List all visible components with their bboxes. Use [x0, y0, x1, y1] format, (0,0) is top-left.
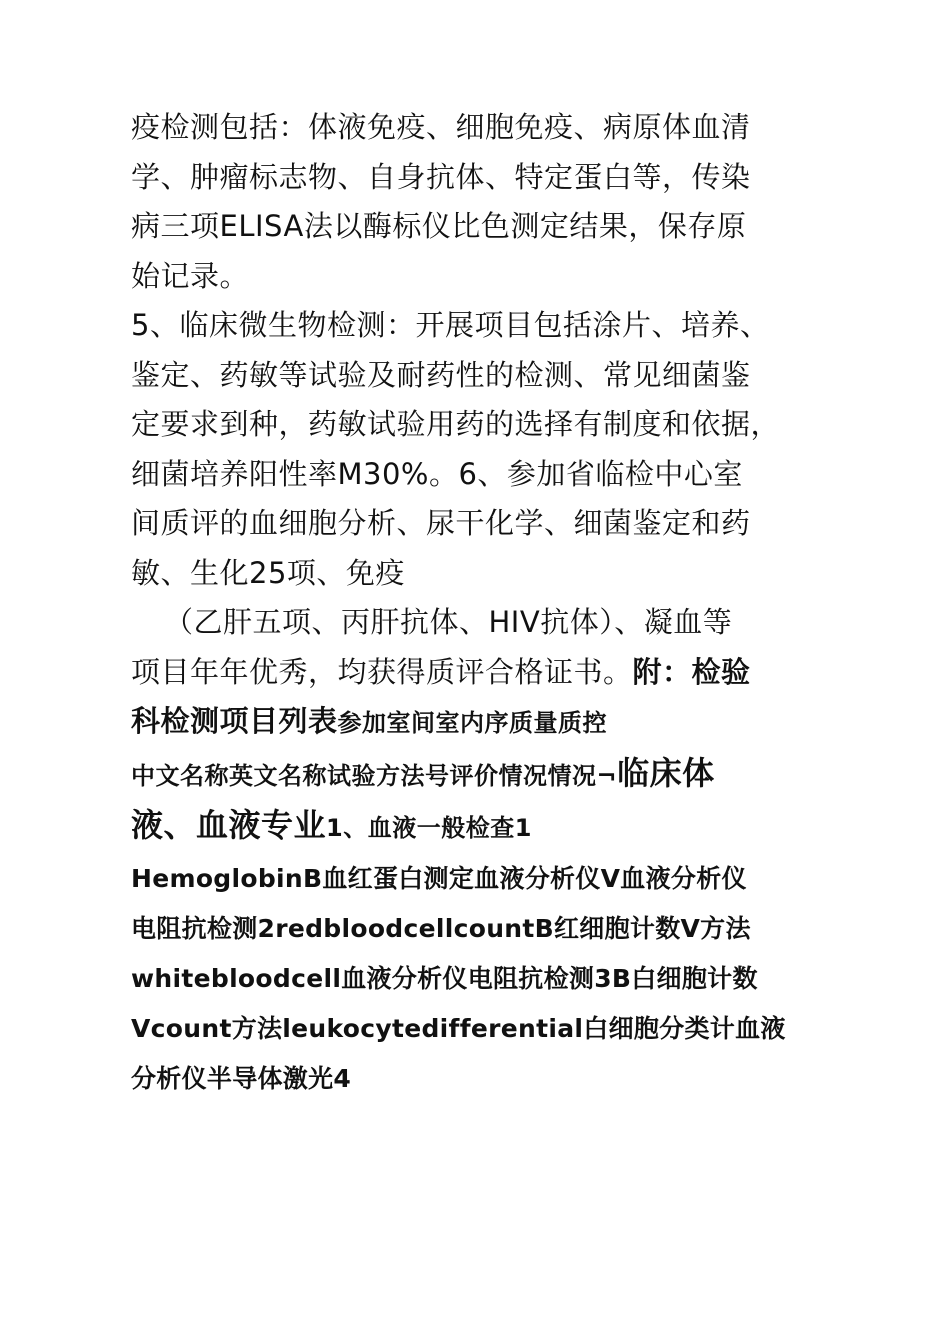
- text-line-10: 敏、生化25项、免疫: [131, 555, 405, 590]
- text-line-8: 细菌培养阳性率M30%。6、参加省临检中心室: [131, 456, 743, 491]
- table-text-line-2: 电阻抗检测2redbloodcellcountB红细胞计数V方法: [131, 913, 751, 943]
- document-page: [131, 103, 843, 1104]
- table-text-line-5: 分析仪半导体激光4: [131, 1063, 352, 1093]
- text-line-3: 病三项ELISA法以酶标仪比色测定结果，保存原: [131, 209, 747, 243]
- text-line-5: 5、临床微生物检测：开展项目包括涂片、培养、: [131, 308, 770, 342]
- table-text-line-3: whitebloodcell血液分析仪电阻抗检测3B白细胞计数: [131, 963, 758, 993]
- text-line-15: [131, 801, 843, 854]
- appendix-label: 附：检验: [632, 654, 751, 689]
- table-header-mark: ¬: [596, 761, 618, 790]
- text-line-13: [131, 697, 843, 749]
- section-title-part2: 液、血液专业: [131, 806, 327, 844]
- table-text-line-1: HemoglobinB血红蛋白测定血液分析仪V血液分析仪: [131, 863, 747, 893]
- text-line-9: 间质评的血细胞分析、尿干化学、细菌鉴定和药: [131, 506, 751, 540]
- text-line-7: 定要求到种，药敏试验用药的选择有制度和依据，: [131, 407, 781, 441]
- text-line-1: 疫检测包括：体液免疫、细胞免疫、病原体血清: [131, 110, 751, 144]
- text-line-12-normal: 项目年年优秀，均获得质评合格证书。: [131, 654, 633, 689]
- appendix-title: 科检测项目列表: [131, 704, 338, 738]
- table-header-part1: 参加室间室内序质量质控: [337, 709, 608, 737]
- text-line-4: 始记录。: [131, 258, 250, 293]
- text-line-11: （乙肝五项、丙肝抗体、HIV抗体）、凝血等: [164, 605, 733, 639]
- subsection-title: 1、血液一般检查1: [326, 814, 532, 842]
- table-header-part2: 中文名称英文名称试验方法号评价情况情况: [131, 761, 597, 790]
- text-line-6: 鉴定、药敏等试验及耐药性的检测、常见细菌鉴: [131, 357, 751, 392]
- text-line-14: [131, 749, 843, 802]
- table-text-line-4: Vcount方法leukocytedifferential白细胞分类计血液: [131, 1013, 786, 1043]
- text-line-12: [131, 648, 843, 698]
- section-title-part1: 临床体: [617, 753, 715, 792]
- text-line-2: 学、肿瘤标志物、自身抗体、特定蛋白等，传染: [131, 159, 751, 194]
